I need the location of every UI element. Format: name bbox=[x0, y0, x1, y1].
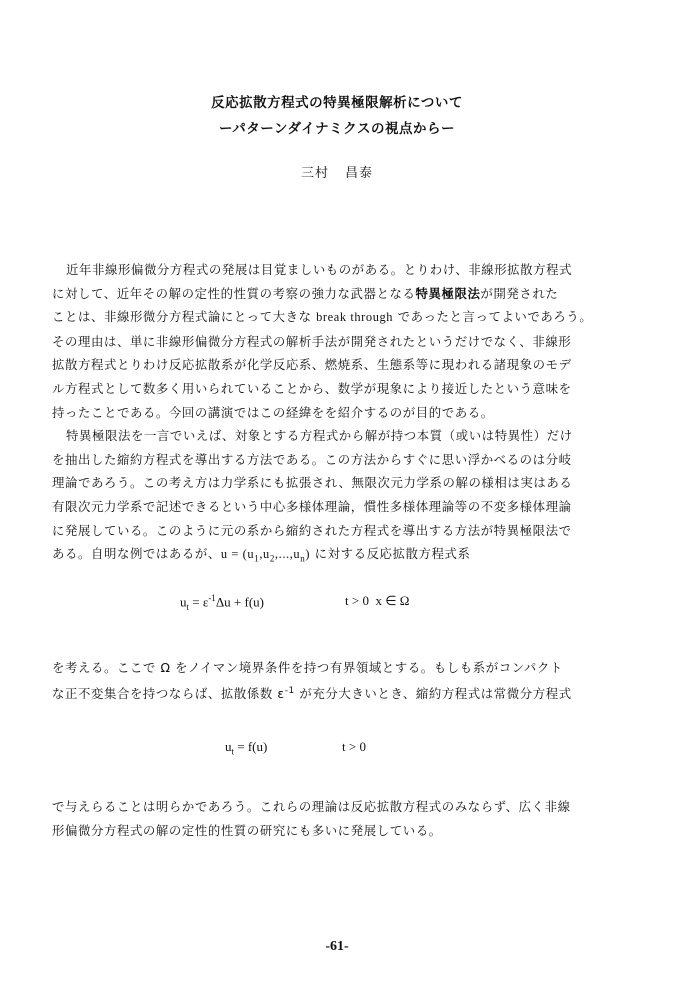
text-line: で与えらることは明らかであろう。これらの理論は反応拡散方程式のみならず、広く非線 bbox=[52, 799, 571, 814]
text-line: 持ったことである。今回の講演ではこの経緯をを紹介するのが目的である。 bbox=[52, 404, 494, 420]
text-line: 拡散方程式とりわけ反応拡散系が化学反応系、燃焼系、生態系等に現われる諸現象のモデ bbox=[52, 357, 572, 373]
author-family-name: 三村 bbox=[300, 166, 329, 181]
text-line: を考える。ここで Ω をノイマン境界条件を持つ有界領域とする。もしも系がコンパクト bbox=[52, 660, 563, 675]
text-line: な正不変集合を持つならば、拡散係数 $\varepsilon^{-1}$ が充分大きいとき、縮約方程式は常微分方程式 bbox=[52, 685, 572, 701]
text-line: を抽出した縮約方程式を導出する方法である。この方法からすぐに思い浮かべるのは分岐 bbox=[52, 451, 572, 467]
text-line: 近年非線形偏微分方程式の発展は目覚ましいものがある。とりわけ、非線形拡散方程式 bbox=[66, 262, 573, 277]
paragraph-intro bbox=[52, 258, 632, 571]
paragraph-neumann bbox=[52, 656, 632, 705]
break-through-term: break through bbox=[316, 310, 394, 325]
text-line: ある。自明な例ではあるが、$u = (u_1,u_2,...,u_n)$ に対する反応拡散方程式系 bbox=[52, 546, 471, 564]
text-line: ことは、非線形微分方程式論にとって大きな break through であったと言ってよいであろう。 bbox=[52, 309, 593, 325]
bold-term: 特異極限法 bbox=[415, 285, 481, 301]
paper-title: 反応拡散方程式の特異極限解析について bbox=[211, 95, 463, 111]
author-given-name: 昌泰 bbox=[345, 166, 374, 181]
text-line: に発展している。このように元の系から縮約された方程式を導出する方法が特異極限法で bbox=[52, 522, 572, 538]
text-line: 形偏微分方程式の解の定性的性質の研究にも多いに発展している。 bbox=[52, 822, 442, 838]
page-number: -61- bbox=[325, 939, 349, 954]
paper-subtitle: ーパターンダイナミクスの視点からー bbox=[218, 121, 456, 137]
equation-reaction-diffusion: $u_t = \varepsilon^{-1}\Delta u + f(u)$ bbox=[180, 593, 264, 612]
text-line: ル方程式として数多く用いられていることから、数学が現象により接近したという意味を bbox=[52, 380, 572, 396]
equation-ode: $u_t = f(u)$ bbox=[225, 739, 268, 757]
paragraph-conclusion bbox=[52, 795, 632, 842]
equation-condition: t > 0 bbox=[342, 739, 366, 754]
author-name bbox=[0, 162, 674, 181]
equation-condition: t > 0 x ∈ Ω bbox=[345, 593, 410, 608]
text-line: 特異極限法を一言でいえば、対象とする方程式から解が持つ本質（或いは特異性）だけ bbox=[66, 428, 573, 444]
text-line: 理論であろう。この考え方は力学系にも拡張され、無限次元力学系の解の様相は実はある bbox=[52, 475, 573, 491]
u-vector-definition: $u = (u_1,u_2,...,u_n)$ bbox=[220, 547, 311, 564]
text-line: 有限次元力学系で記述できるという中心多様体理論，慣性多様体理論等の不変多様体理論 bbox=[52, 498, 572, 514]
text-line: その理由は、単に非線形偏微分方程式の解析手法が開発されたというだけでなく、非線形 bbox=[52, 333, 572, 349]
text-line: に対して、近年その解の定性的性質の考察の強力な武器となる特異極限法が開発された bbox=[52, 285, 559, 301]
